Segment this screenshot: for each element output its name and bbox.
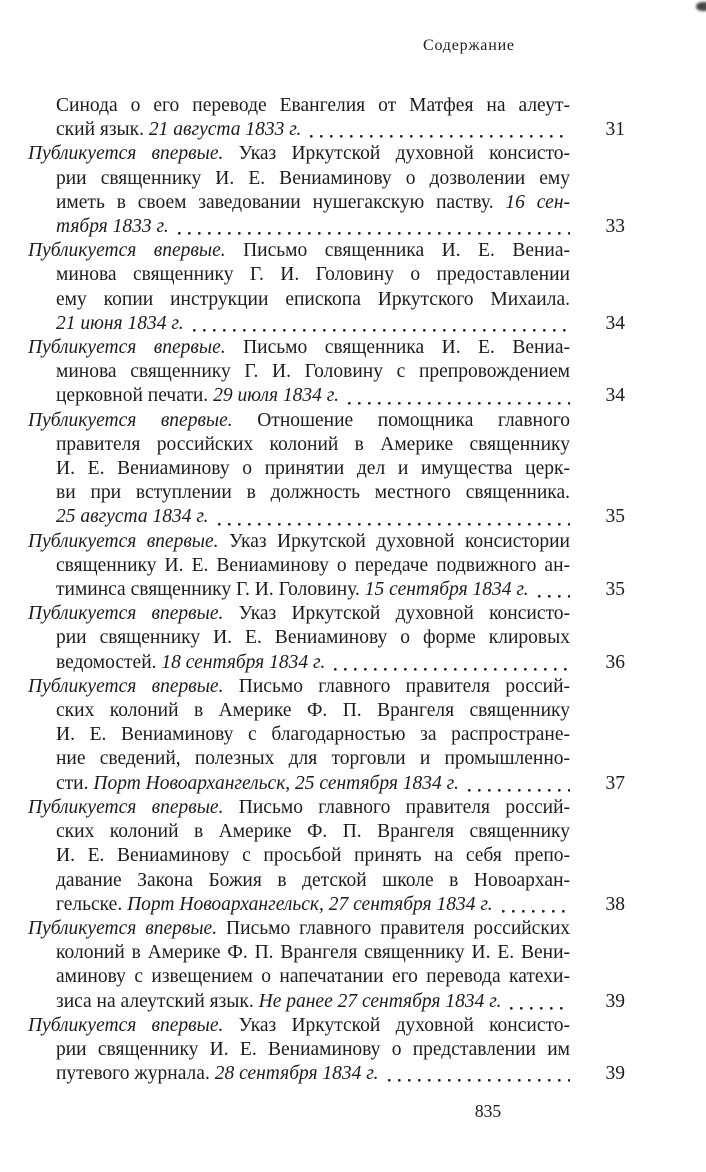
toc-line-text: зиса на алеутский язык. Не ранее 27 сентября 1834 г.: [56, 990, 502, 1012]
toc-list: [28, 94, 625, 1086]
toc-line-text: рии священнику И. Е. Вениаминову о дозволении ему: [56, 167, 570, 189]
toc-entry: [28, 409, 625, 530]
toc-line: [28, 505, 625, 529]
toc-line-text: Публикуется впервые. Указ Иркутской духовной консисто-: [28, 143, 570, 165]
toc-line-text: ние сведений, полезных для торговли и промышленно-: [56, 748, 570, 770]
dot-leader: [538, 593, 570, 598]
page-number: 835: [474, 1101, 502, 1121]
toc-line: [28, 554, 570, 578]
toc-line: [28, 699, 570, 723]
toc-line-text: ви при вступлении в должность местного священника.: [56, 482, 570, 504]
toc-line: [28, 288, 570, 312]
toc-line: [28, 409, 570, 433]
toc-line-text: ский язык. 21 августа 1833 г.: [56, 119, 302, 141]
toc-line-text: И. Е. Вениаминову с просьбой принять на себя препо-: [56, 845, 570, 867]
toc-line-text: правителя российских колоний в Америке священнику: [56, 433, 570, 455]
toc-line-text: Публикуется впервые. Отношение помощника главного: [28, 409, 570, 431]
toc-line: [28, 820, 570, 844]
toc-line: [28, 747, 570, 771]
toc-page-ref: 38: [605, 893, 625, 915]
dot-leader: [388, 1077, 570, 1082]
toc-line: [28, 844, 570, 868]
toc-line-text: Публикуется впервые. Указ Иркутской духовной консисто-: [28, 1014, 570, 1036]
toc-line-text: Публикуется впервые. Письмо главного правителя россий-: [28, 675, 571, 697]
toc-line: [28, 215, 625, 239]
toc-line: [28, 990, 625, 1014]
dot-leader: [502, 908, 570, 913]
toc-line: [28, 1038, 570, 1062]
toc-line-text: Публикуется впервые. Указ Иркутской духовной консисто-: [28, 603, 570, 625]
toc-line-text: И. Е. Вениаминову с благодарностью за распростране-: [56, 724, 570, 746]
toc-entry: [28, 94, 625, 142]
toc-line: [28, 893, 625, 917]
toc-line: [28, 167, 570, 191]
toc-line: [28, 433, 570, 457]
toc-line-text: ских колоний в Америке Ф. П. Врангеля священнику: [56, 700, 570, 722]
toc-line-text: Синода о его переводе Евангелия от Матфея на алеут-: [56, 95, 570, 116]
toc-line-text: путевого журнала. 28 сентября 1834 г.: [56, 1063, 379, 1085]
toc-line: [28, 142, 570, 166]
toc-line: [28, 94, 570, 118]
toc-page-ref: 31: [605, 119, 625, 141]
toc-line-text: иметь в своем заведовании нушегакскую паству. 16 сен-: [56, 191, 570, 213]
toc-line-text: ских колоний в Америке Ф. П. Врангеля священнику: [56, 821, 570, 843]
toc-line-text: ведомостей. 18 сентября 1834 г.: [56, 651, 326, 673]
toc-line: [28, 457, 570, 481]
toc-line-text: ему копии инструкции епископа Иркутского Михаила.: [56, 288, 570, 310]
toc-line-text: рии священнику И. Е. Вениаминову о представлении им: [56, 1038, 570, 1060]
toc-line-text: аминову с извещением о напечатании его перевода катехи-: [56, 966, 570, 988]
toc-line: [28, 941, 570, 965]
toc-entry: [28, 530, 625, 603]
toc-line: [28, 675, 570, 699]
toc-line: [28, 1062, 625, 1086]
dot-leader: [348, 400, 570, 405]
toc-line: [28, 191, 570, 215]
toc-page-ref: 35: [605, 579, 625, 601]
toc-line-text: Публикуется впервые. Письмо священника И. Е. Вениа-: [28, 240, 571, 262]
toc-entry: [28, 1014, 625, 1087]
toc-page-ref: 34: [605, 312, 625, 334]
toc-line: [28, 626, 570, 650]
toc-line: [28, 578, 625, 602]
toc-line-text: 21 июня 1834 г.: [56, 312, 184, 334]
toc-line: [28, 530, 570, 554]
toc-line-text: давание Закона Божия в детской школе в Новоархан-: [56, 869, 570, 891]
toc-line: [28, 263, 570, 287]
dot-leader: [310, 133, 570, 138]
toc-line: [28, 239, 570, 263]
toc-line-text: рии священнику И. Е. Вениаминову о форме клировых: [56, 627, 570, 649]
toc-line-text: сти. Порт Новоархангельск, 25 сентября 1834 г.: [56, 772, 459, 794]
toc-line: [28, 796, 570, 820]
toc-line: [28, 384, 625, 408]
toc-line: [28, 602, 570, 626]
dot-leader: [218, 521, 570, 526]
toc-entry: [28, 675, 625, 796]
toc-line-text: Публикуется впервые. Указ Иркутской духовной консистории: [28, 530, 570, 552]
toc-page-ref: 34: [605, 385, 625, 407]
toc-line-text: гельске. Порт Новоархангельск, 27 сентября 1834 г.: [56, 893, 493, 915]
toc-line-text: Публикуется впервые. Письмо священника И. Е. Вениа-: [28, 337, 571, 359]
toc-line-text: церковной печати. 29 июля 1834 г.: [56, 385, 339, 407]
toc-line: [28, 723, 570, 747]
toc-line-text: тября 1833 г.: [56, 216, 169, 238]
toc-entry: [28, 336, 625, 409]
toc-line-text: минова священнику Г. И. Головину с препровождением: [56, 361, 570, 383]
dot-leader: [178, 230, 570, 235]
toc-page-ref: 36: [605, 651, 625, 673]
toc-line-text: колоний в Америке Ф. П. Врангеля священнику И. Е. Вени-: [56, 942, 570, 964]
toc-entry: [28, 796, 625, 917]
toc-page-ref: 37: [605, 772, 625, 794]
toc-line: [28, 1014, 570, 1038]
toc-line-text: 25 августа 1834 г.: [56, 506, 209, 528]
toc-line: [28, 917, 570, 941]
toc-page-ref: 33: [605, 216, 625, 238]
toc-line: [28, 336, 570, 360]
toc-line: [28, 360, 570, 384]
toc-line-text: Публикуется впервые. Письмо главного правителя россий-: [28, 796, 571, 818]
toc-entry: [28, 917, 625, 1014]
toc-line: [28, 772, 625, 796]
toc-line-text: священнику И. Е. Вениаминову о передаче подвижного ан-: [56, 554, 570, 576]
toc-line: [28, 312, 625, 336]
dot-leader: [510, 1005, 570, 1010]
toc-line: [28, 965, 570, 989]
toc-line-text: тиминса священнику Г. И. Головину. 15 сентября 1834 г.: [56, 579, 529, 601]
toc-page-ref: 39: [605, 1063, 625, 1085]
toc-page-ref: 39: [605, 990, 625, 1012]
toc-line: [28, 651, 625, 675]
toc-line-text: минова священнику Г. И. Головину о предоставлении: [56, 264, 570, 286]
toc-entry: [28, 142, 625, 239]
toc-line: [28, 118, 625, 142]
toc-line-text: И. Е. Вениаминову о принятии дел и имущества церк-: [56, 458, 570, 480]
toc-line: [28, 481, 570, 505]
toc-line-text: Публикуется впервые. Письмо главного правителя российских: [28, 917, 570, 939]
dot-leader: [334, 666, 570, 671]
toc-entry: [28, 239, 625, 336]
dot-leader: [468, 787, 570, 792]
toc-entry: [28, 602, 625, 675]
toc-line: [28, 869, 570, 893]
toc-page-ref: 35: [605, 506, 625, 528]
running-head: Содержание: [423, 37, 515, 54]
dot-leader: [193, 327, 570, 332]
scan-artifact: [696, 2, 706, 11]
